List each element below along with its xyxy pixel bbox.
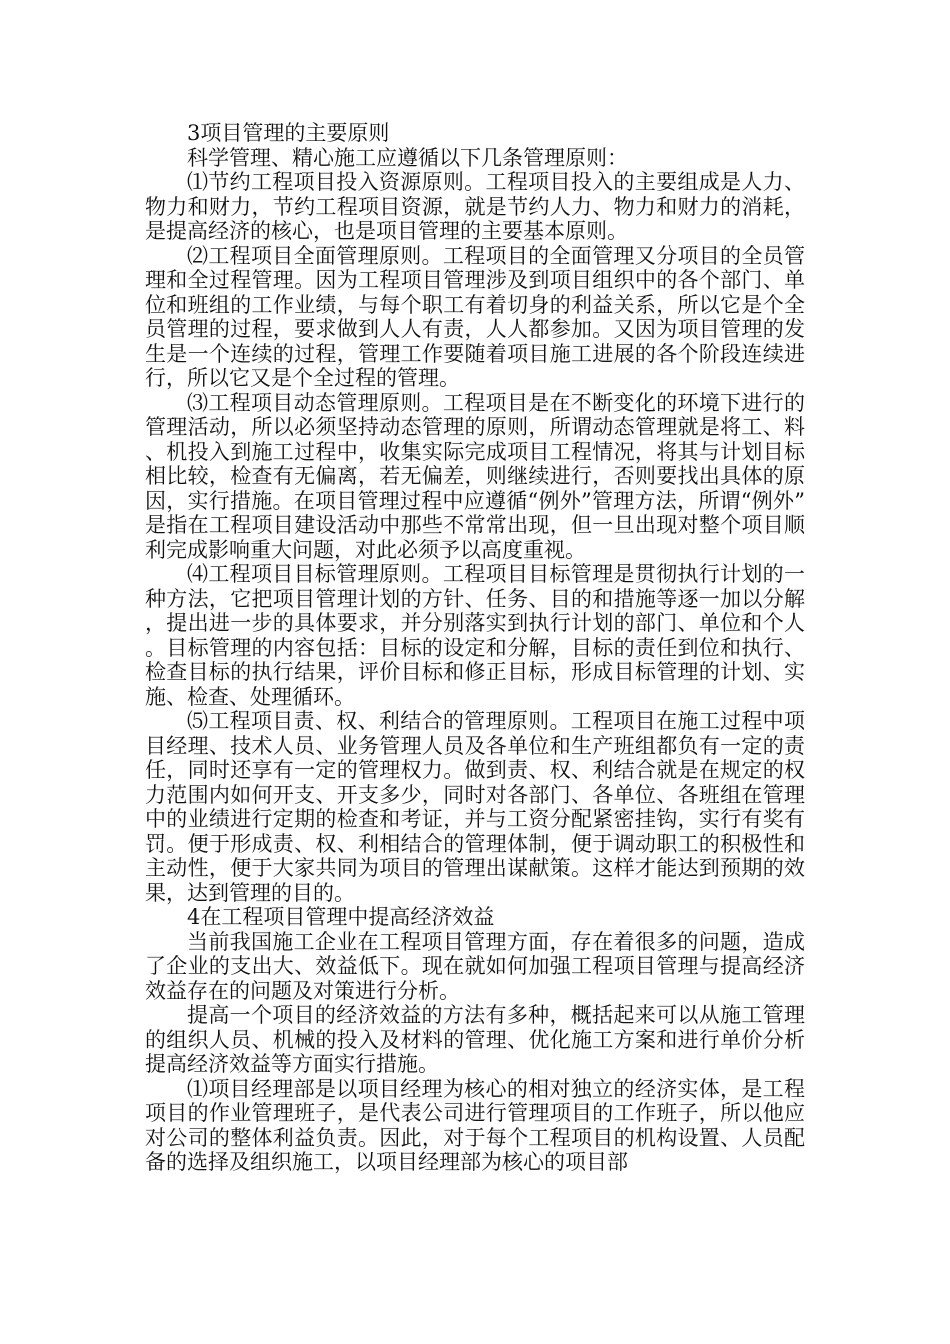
paragraph-principle-5: ⑸工程项目责、权、利结合的管理原则。工程项目在施工过程中项目经理、技术人员、业务管理人员及各单位和生产班组都负有一定的责任，同时还享有一定的管理权力。做到责、权、利结合就是在规定的权力范围内如何开支、开支多少，同时对各部门、各单位、各班组在管理中的业绩进行定期的检查和考证，并与工资分配紧密挂钩，实行有奖有罚。便于形成责、权、利相结合的管理体制，便于调动职工的积极性和主动性，便于大家共同为项目的管理出谋献策。这样才能达到预期的效果，达到管理的目的。 (145, 709, 805, 905)
paragraph-methods: 提高一个项目的经济效益的方法有多种，概括起来可以从施工管理的组织人员、机械的投入及材料的管理、优化施工方案和进行单价分析提高经济效益等方面实行措施。 (145, 1003, 805, 1076)
paragraph-principle-1: ⑴节约工程项目投入资源原则。工程项目投入的主要组成是人力、物力和财力，节约工程项目资源，就是节约人力、物力和财力的消耗，是提高经济的核心，也是项目管理的主要基本原则。 (145, 170, 805, 243)
section-heading-4: 4在工程项目管理中提高经济效益 (187, 905, 495, 929)
paragraph-current-issues: 当前我国施工企业在工程项目管理方面，存在着很多的问题，造成了企业的支出大、效益低下。现在就如何加强工程项目管理与提高经济效益存在的问题及对策进行分析。 (145, 929, 805, 1003)
paragraph-principle-3: ⑶工程项目动态管理原则。工程项目是在不断变化的环境下进行的管理活动，所以必须坚持动态管理的原则，所谓动态管理就是将工、料、机投入到施工过程中，收集实际完成项目工程情况，将其与计划目标相比较，检查有无偏离，若无偏差，则继续进行，否则要找出具体的原因，实行措施。在项目管理过程中应遵循“例外”管理方法，所谓“例外”是指在工程项目建设活动中那些不常常出现，但一旦出现对整个项目顺利完成影响重大问题，对此必须予以高度重视。 (145, 390, 805, 562)
document-body (145, 121, 805, 1175)
paragraph-measure-1: ⑴项目经理部是以项目经理为核心的相对独立的经济实体，是工程项目的作业管理班子，是代表公司进行管理项目的工作班子，所以他应对公司的整体利益负责。因此，对于每个工程项目的机构设置、人员配备的选择及组织施工，以项目经理部为核心的项目部 (145, 1076, 805, 1174)
section-heading-3: 3项目管理的主要原则 (187, 121, 390, 145)
paragraph-intro: 科学管理、精心施工应遵循以下几条管理原则： (187, 145, 628, 170)
paragraph-principle-4: ⑷工程项目目标管理原则。工程项目目标管理是贯彻执行计划的一种方法，它把项目管理计划的方针、任务、目的和措施等逐一加以分解，提出进一步的具体要求，并分别落实到执行计划的部门、单位和个人。目标管理的内容包括：目标的设定和分解，目标的责任到位和执行、检查目标的执行结果，评价目标和修正目标，形成目标管理的计划、实施、检查、处理循环。 (145, 562, 805, 709)
paragraph-principle-2: ⑵工程项目全面管理原则。工程项目的全面管理又分项目的全员管理和全过程管理。因为工程项目管理涉及到项目组织中的各个部门、单位和班组的工作业绩，与每个职工有着切身的利益关系，所以它是个全员管理的过程，要求做到人人有责，人人都参加。又因为项目管理的发生是一个连续的过程，管理工作要随着项目施工进展的各个阶段连续进行，所以它又是个全过程的管理。 (145, 243, 805, 390)
